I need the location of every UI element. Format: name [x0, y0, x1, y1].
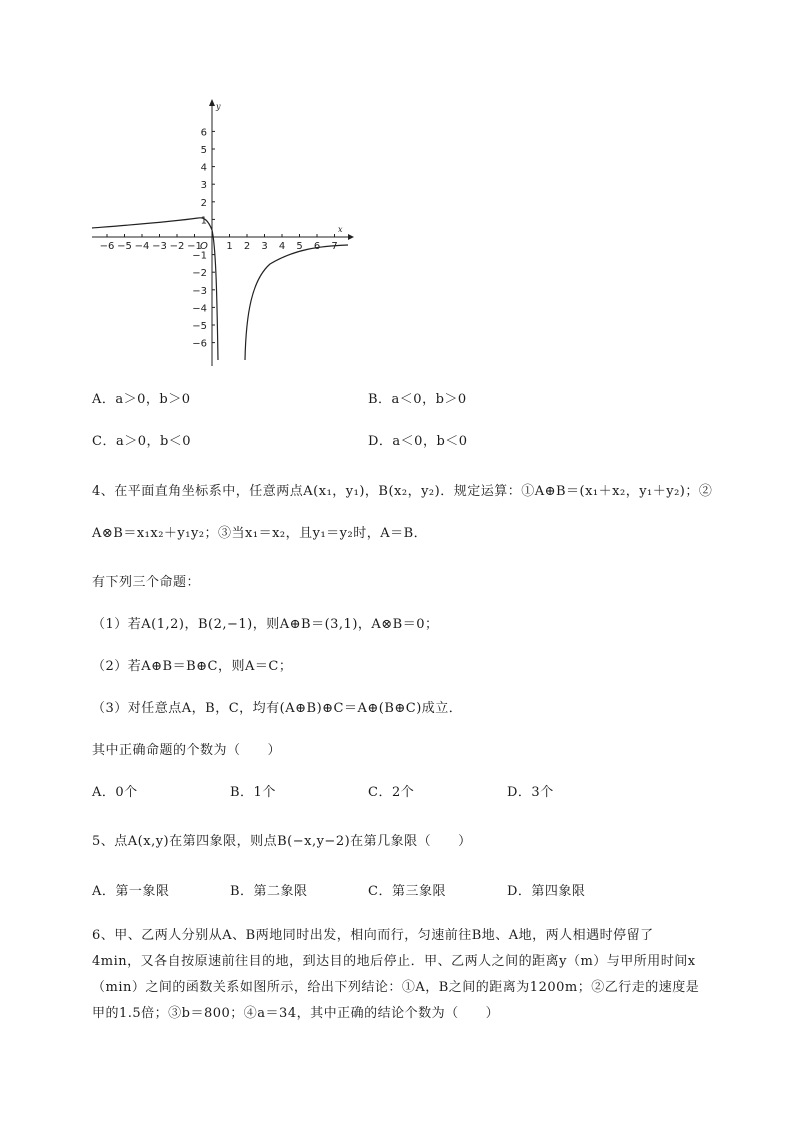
- y-tick-label: −4: [192, 303, 207, 315]
- y-tick-label: −5: [192, 321, 207, 332]
- y-tick-label: 3: [200, 180, 207, 192]
- q3-option-b[interactable]: B．a＜0，b＞0: [368, 392, 467, 407]
- q4-option-b[interactable]: B．1个: [230, 785, 276, 800]
- q6-line2: 4min，又各自按原速前往目的地，到达目的地后停止．甲、乙两人之间的距离y（m）与甲所用时间x: [92, 954, 696, 969]
- x-tick-label: 1: [226, 241, 233, 252]
- q4-question: 其中正确命题的个数为（ ）: [92, 743, 282, 758]
- y-axis-label: y: [216, 102, 221, 111]
- y-tick-label: −6: [192, 338, 207, 350]
- curve-right-branch: [245, 245, 348, 360]
- x-tick-label: 6: [313, 241, 321, 252]
- q4-proposition-3: （3）对任意点A，B，C，均有(A⊕B)⊕C＝A⊕(B⊕C)成立．: [92, 701, 463, 716]
- q4-option-c[interactable]: C．2个: [368, 785, 415, 800]
- q6-line3: （min）之间的函数关系如图所示，给出下列结论：①A，B之间的距离为1200m；②乙行走的速度是: [92, 980, 700, 995]
- q6-line1: 6、甲、乙两人分别从A、B两地同时出发，相向而行，匀速前往B地、A地，两人相遇时停留了: [92, 928, 654, 943]
- y-tick-label: −1: [192, 250, 207, 262]
- q5-option-a[interactable]: A．第一象限: [92, 884, 170, 899]
- x-tick-label: −1: [187, 241, 202, 252]
- y-tick-label: −3: [192, 285, 207, 297]
- x-tick-label: −6: [99, 241, 115, 252]
- q3-option-a[interactable]: A．a＞0，b＞0: [92, 392, 191, 407]
- y-tick-label: 5: [200, 145, 207, 156]
- x-axis-arrow: [348, 234, 354, 240]
- q4-option-a[interactable]: A．0个: [92, 785, 138, 800]
- x-tick-label: −4: [134, 241, 150, 252]
- q3-option-c[interactable]: C．a＞0，b＜0: [92, 434, 192, 449]
- x-tick-label: −3: [152, 241, 167, 252]
- function-graph: [90, 98, 355, 368]
- q4-intro: 有下列三个命题：: [92, 575, 201, 590]
- q4-proposition-2: （2）若A⊕B＝B⊕C，则A＝C；: [92, 659, 293, 674]
- origin-label: O: [200, 241, 208, 252]
- y-tick-label: 1: [200, 215, 207, 227]
- q4-stem-line1: 4、在平面直角坐标系中，任意两点A(x₁，y₁)，B(x₂，y₂)．规定运算：①A⊕B＝(x₁＋x₂，y₁＋y₂)；②: [92, 484, 713, 499]
- q5-option-d[interactable]: D．第四象限: [507, 884, 586, 899]
- x-tick-label: 3: [261, 241, 268, 252]
- q4-option-d[interactable]: D．3个: [507, 785, 554, 800]
- x-tick-label: 2: [243, 241, 251, 252]
- q5-option-b[interactable]: B．第二象限: [230, 884, 308, 899]
- x-tick-label: 5: [296, 241, 303, 252]
- x-axis-label: x: [338, 225, 343, 234]
- q4-stem-line2: A⊗B＝x₁x₂＋y₁y₂；③当x₁＝x₂，且y₁＝y₂时，A＝B．: [92, 526, 428, 541]
- q3-option-d[interactable]: D．a＜0，b＜0: [368, 434, 468, 449]
- q5-stem: 5、点A(x,y)在第四象限，则点B(−x,y−2)在第几象限（ ）: [92, 834, 472, 849]
- y-tick-label: 4: [200, 162, 207, 174]
- q5-option-c[interactable]: C．第三象限: [368, 884, 446, 899]
- x-tick-label: −5: [117, 241, 132, 252]
- y-tick-label: 2: [200, 197, 207, 209]
- y-tick-label: 6: [200, 127, 207, 139]
- q6-line4: 甲的1.5倍；③b＝800；④a＝34，其中正确的结论个数为（ ）: [92, 1006, 500, 1021]
- x-tick-label: −2: [169, 241, 185, 252]
- q4-proposition-1: （1）若A(1,2)，B(2,−1)，则A⊕B＝(3,1)，A⊗B＝0；: [92, 617, 439, 632]
- x-tick-label: 4: [278, 241, 286, 252]
- y-tick-label: −2: [192, 268, 207, 280]
- y-axis-arrow: [209, 99, 215, 106]
- x-tick-label: 7: [331, 241, 338, 252]
